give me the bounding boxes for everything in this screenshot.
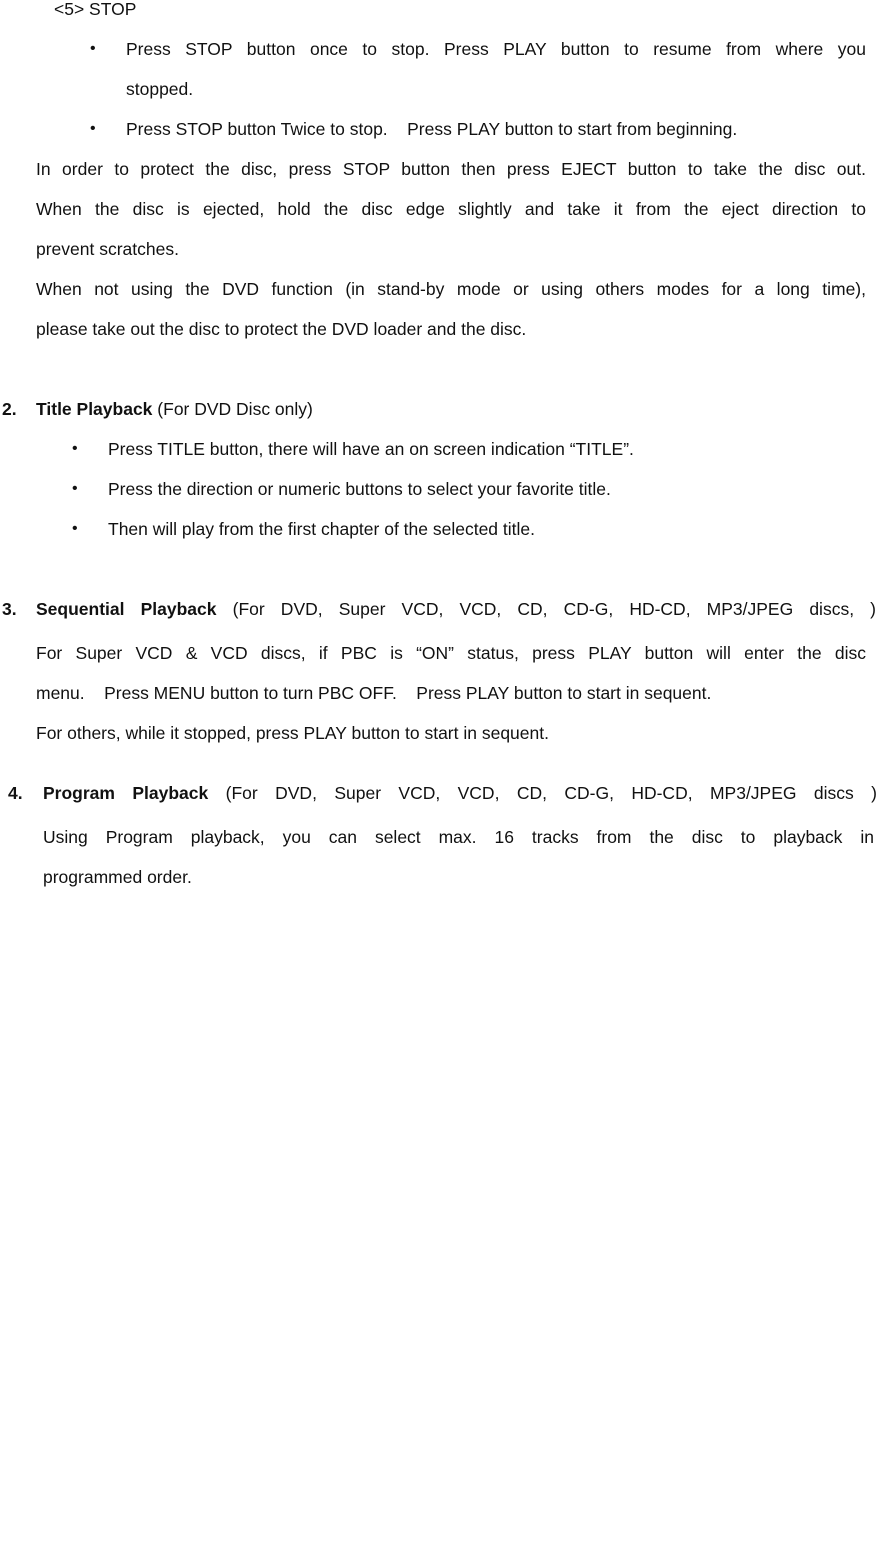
section4-line2: programmed order. xyxy=(43,867,192,887)
section4-title: Program Playback xyxy=(43,783,209,803)
section3-number: 3. xyxy=(2,599,17,619)
stop-paragraph-line2: When the disc is ejected, hold the disc edge slightly and take it from the eject direction to xyxy=(36,199,866,219)
section2-bullet3: Then will play from the first chapter of the selected title. xyxy=(108,519,535,539)
section3-line2: menu. Press MENU button to turn PBC OFF. Press PLAY button to start in sequent. xyxy=(36,683,712,703)
stop-paragraph-line4: When not using the DVD function (in stand-by mode or using others modes for a long time), xyxy=(36,279,866,299)
bullet-icon: • xyxy=(90,40,96,57)
section3-line1: For Super VCD & VCD discs, if PBC is “ON” status, press PLAY button will enter the disc xyxy=(36,643,866,663)
section3-title: Sequential Playback xyxy=(36,599,217,619)
section3-line3: For others, while it stopped, press PLAY button to start in sequent. xyxy=(36,723,549,743)
section4-subtitle: (For DVD, Super VCD, VCD, CD, CD-G, HD-CD, MP3/JPEG discs ) xyxy=(225,783,877,803)
section3-subtitle: (For DVD, Super VCD, VCD, CD, CD-G, HD-CD, MP3/JPEG discs, ) xyxy=(232,599,876,619)
section3-heading xyxy=(36,599,876,619)
stop-bullet1-line2: stopped. xyxy=(126,79,194,99)
section2-bullet2: Press the direction or numeric buttons to select your favorite title. xyxy=(108,479,611,499)
stop-bullet2: Press STOP button Twice to stop. Press PLAY button to start from beginning. xyxy=(126,119,738,139)
bullet-icon: • xyxy=(90,120,96,137)
bullet-icon: • xyxy=(72,440,78,457)
stop-paragraph-line5: please take out the disc to protect the DVD loader and the disc. xyxy=(36,319,527,339)
section4-number: 4. xyxy=(8,783,23,803)
bullet-icon: • xyxy=(72,520,78,537)
section2-title: Title Playback xyxy=(36,399,153,419)
section2-number: 2. xyxy=(2,399,17,419)
bullet-icon: • xyxy=(72,480,78,497)
section2-bullet1: Press TITLE button, there will have an on screen indication “TITLE”. xyxy=(108,439,634,459)
stop-bullet1-line1: Press STOP button once to stop. Press PLAY button to resume from where you xyxy=(126,39,866,59)
stop-paragraph-line1: In order to protect the disc, press STOP button then press EJECT button to take the disc out. xyxy=(36,159,866,179)
stop-heading: <5> STOP xyxy=(54,0,137,19)
section4-heading xyxy=(43,783,877,803)
section2-heading xyxy=(36,399,313,419)
stop-paragraph-line3: prevent scratches. xyxy=(36,239,179,259)
section2-subtitle: (For DVD Disc only) xyxy=(157,399,313,419)
section4-line1: Using Program playback, you can select max. 16 tracks from the disc to playback in xyxy=(43,827,874,847)
